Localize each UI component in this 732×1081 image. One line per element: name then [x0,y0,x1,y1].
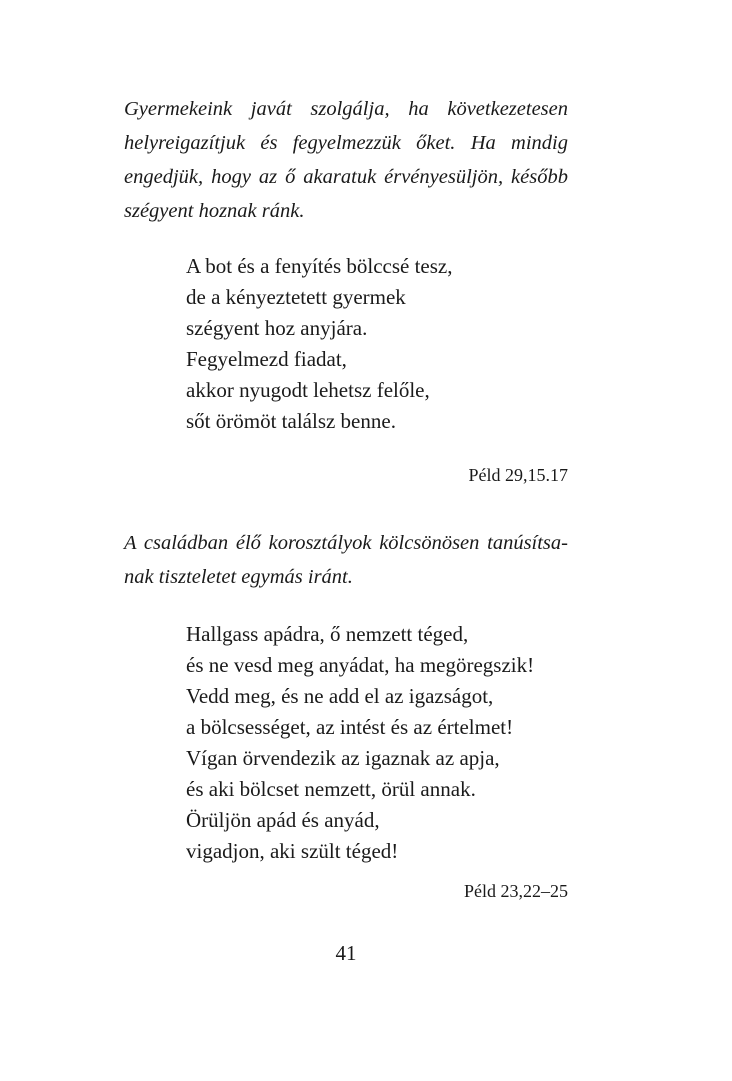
verse-line: Vígan örvendezik az igaznak az apja, [186,746,500,770]
verse-line: a bölcsességet, az intést és az értelmet! [186,715,514,739]
section1-reference: Péld 29,15.17 [468,465,568,485]
verse-line: Hallgass apádra, ő nemzett téged, [186,622,469,646]
section1-intro [124,92,568,228]
section1-verse [186,251,453,437]
verse-line: és ne vesd meg anyádat, ha megöregszik! [186,653,535,677]
verse-line: sőt örömöt találsz benne. [186,409,396,433]
intro-line: A családban élő korosztályok kölcsönösen tanúsítsa- [124,532,568,554]
verse-line: és aki bölcset nemzett, örül annak. [186,777,476,801]
verse-line: szégyent hoz anyjára. [186,316,368,340]
intro-line: nak tiszteletet egymás iránt. [124,566,353,588]
intro-line: helyreigazítjuk és fegyelmezzük őket. Ha mindig [124,132,568,154]
intro-line: engedjük, hogy az ő akaratuk érvényesüljön, később [124,166,568,188]
verse-line: Fegyelmezd fiadat, [186,347,347,371]
section2-verse [186,619,534,867]
intro-line: Gyermekeink javát szolgálja, ha következetesen [124,98,568,120]
verse-line: de a kényeztetett gyermek [186,285,406,309]
section2-reference: Péld 23,22–25 [463,881,568,901]
verse-line: A bot és a fenyítés bölccsé tesz, [186,254,453,278]
verse-line: akkor nyugodt lehetsz felőle, [186,378,430,402]
section2-intro [124,526,568,594]
intro-line: szégyent hoznak ránk. [124,200,305,222]
verse-line: Örüljön apád és anyád, [186,808,380,832]
verse-line: Vedd meg, és ne add el az igazságot, [186,684,494,708]
page-number: 41 [335,941,357,965]
verse-line: vigadjon, aki szült téged! [186,839,399,863]
